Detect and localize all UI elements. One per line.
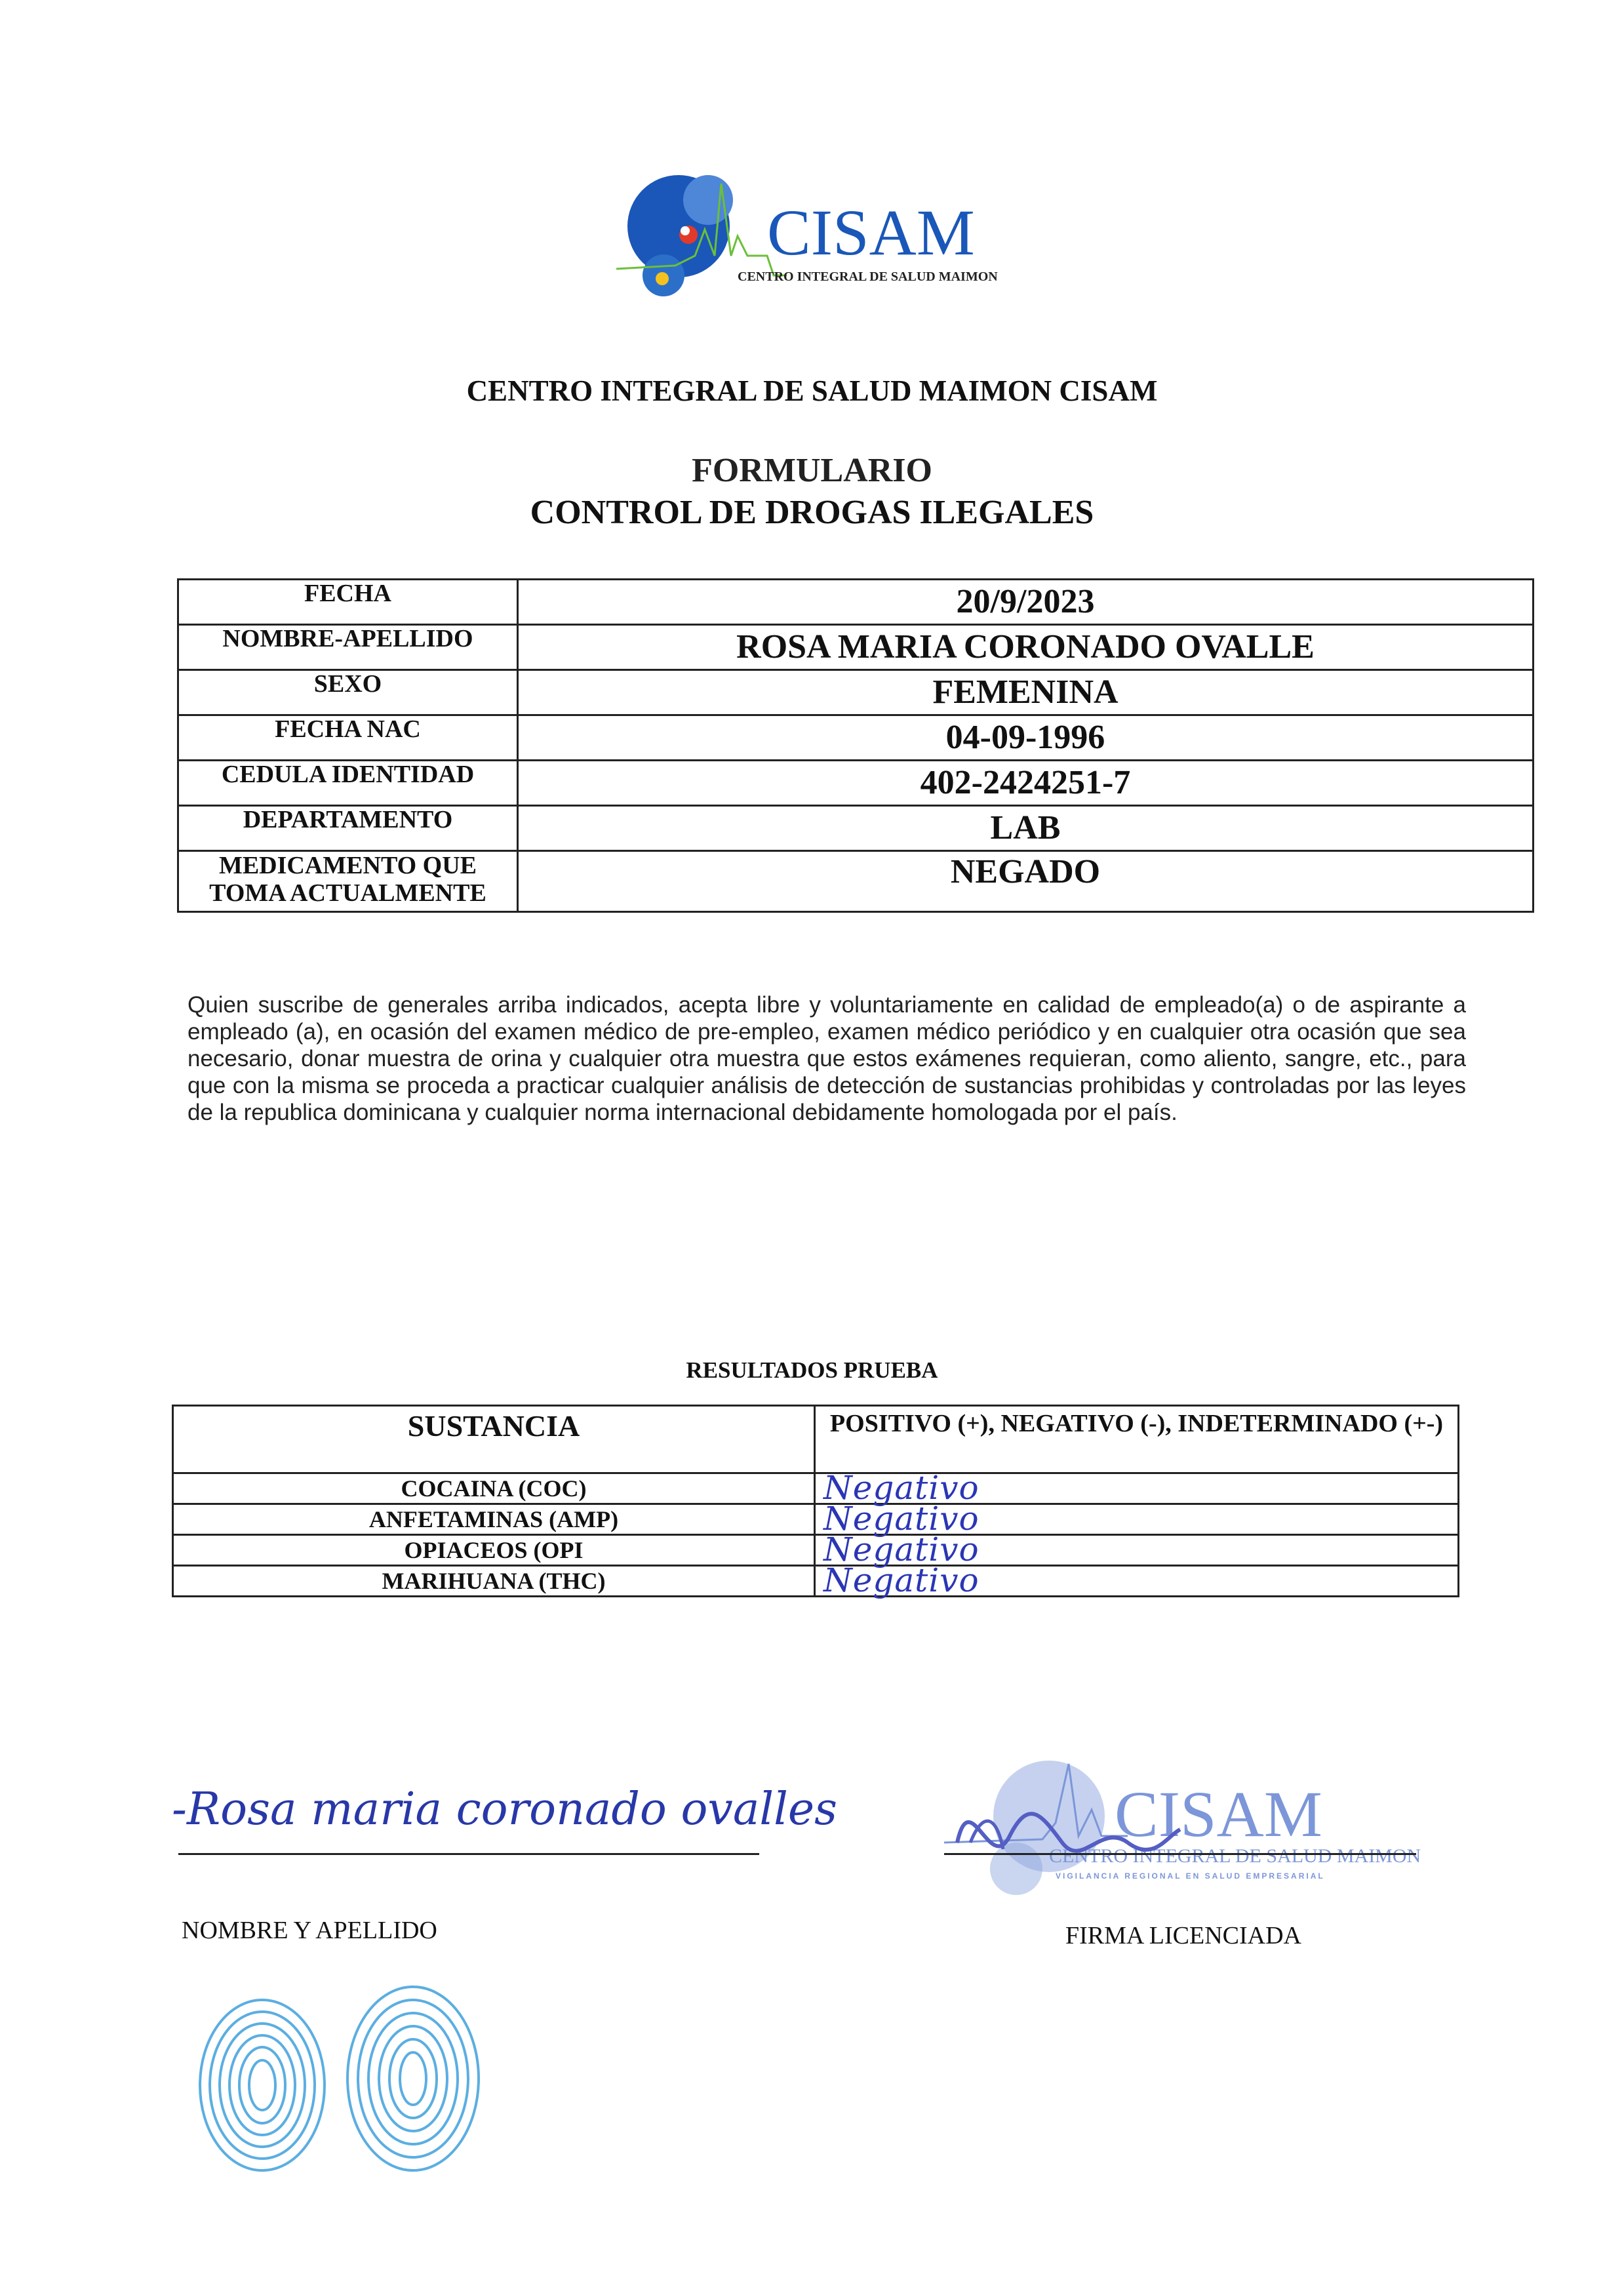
consent-paragraph: Quien suscribe de generales arriba indicados, acepta libre y voluntariamente en calidad de empleado(a) o de aspirante a empleado (a), en ocasión del examen médico de pre-empleo, examen médico periódico y en cualquier otra ocasión que sea necesario, donar muestra de orina y cualquier otra muestra que estos exámenes requieran, como aliento, sangre, etc., para que con la misma se proceda a practicar cualquier análisis de detección de sustancias prohibidas y controladas por las leyes de la republica dominicana y cualquier norma internacional debidamente homologada por el país. [188,992,1466,1125]
table-row [173,1566,1459,1597]
institution-name: CENTRO INTEGRAL DE SALUD MAIMON CISAM [466,374,1158,407]
handwritten-result: Negativo [823,1530,980,1568]
stamp-tagline: VIGILANCIA REGIONAL EN SALUD EMPRESARIAL [1056,1871,1325,1881]
logo-brand: CISAM [767,196,975,269]
result-cell [815,1561,1459,1599]
info-row-sexo [178,670,1534,715]
cisam-logo [616,157,1049,315]
info-label: FECHA NAC [178,715,518,761]
info-label: CEDULA IDENTIDAD [178,761,518,806]
handwritten-result: Negativo [823,1561,980,1599]
column-header-result: POSITIVO (+), NEGATIVO (-), INDETERMINADO (+-) [815,1406,1459,1473]
form-title: FORMULARIO [692,452,932,489]
table-row [173,1504,1459,1535]
right-fingerprint-icon [347,1987,479,2170]
substance-cell: ANFETAMINAS (AMP) [173,1504,815,1535]
label-firma-licenciada: FIRMA LICENCIADA [1065,1922,1301,1949]
info-value: 20/9/2023 [518,580,1534,625]
stamp-subtitle: CENTRO INTEGRAL DE SALUD MAIMON [1049,1845,1421,1867]
substance-cell: OPIACEOS (OPI [173,1535,815,1566]
fingerprints [190,1970,498,2180]
info-label: FECHA [178,580,518,625]
info-label: DEPARTAMENTO [178,806,518,851]
label-nombre-apellido: NOMBRE Y APELLIDO [182,1917,437,1944]
substance-cell: COCAINA (COC) [173,1473,815,1504]
left-fingerprint-icon [200,2000,325,2170]
handwritten-result: Negativo [823,1500,980,1538]
personal-info-table [177,578,1534,913]
info-row-medicamento [178,851,1534,912]
info-row-nombre [178,625,1534,670]
logo-subtitle: CENTRO INTEGRAL DE SALUD MAIMON [738,269,998,284]
info-row-fecha [178,580,1534,625]
signature-line [178,1853,759,1855]
info-label: NOMBRE-APELLIDO [178,625,518,670]
info-row-fecha-nac [178,715,1534,761]
info-value: NEGADO [518,851,1534,912]
info-value: 402-2424251-7 [518,761,1534,806]
substance-cell: MARIHUANA (THC) [173,1566,815,1597]
handwritten-result: Negativo [823,1469,980,1507]
info-row-cedula [178,761,1534,806]
info-value: 04-09-1996 [518,715,1534,761]
info-row-departamento [178,806,1534,851]
table-row [173,1473,1459,1504]
info-label: SEXO [178,670,518,715]
results-title: RESULTADOS PRUEBA [686,1357,938,1383]
stamp-brand: CISAM [1115,1778,1322,1850]
info-label: MEDICAMENTO QUE TOMA ACTUALMENTE [178,851,518,912]
info-value: FEMENINA [518,670,1534,715]
form-subtitle: CONTROL DE DROGAS ILEGALES [530,494,1094,531]
info-value: ROSA MARIA CORONADO OVALLE [518,625,1534,670]
info-value: LAB [518,806,1534,851]
signature-line [944,1853,1416,1855]
column-header-substance: SUSTANCIA [173,1406,815,1473]
results-table [172,1405,1459,1597]
results-header-row [173,1406,1459,1473]
table-row [173,1535,1459,1566]
handwritten-name-signature: -Rosa maria coronado ovalles [172,1784,838,1835]
cisam-stamp [931,1744,1429,1915]
